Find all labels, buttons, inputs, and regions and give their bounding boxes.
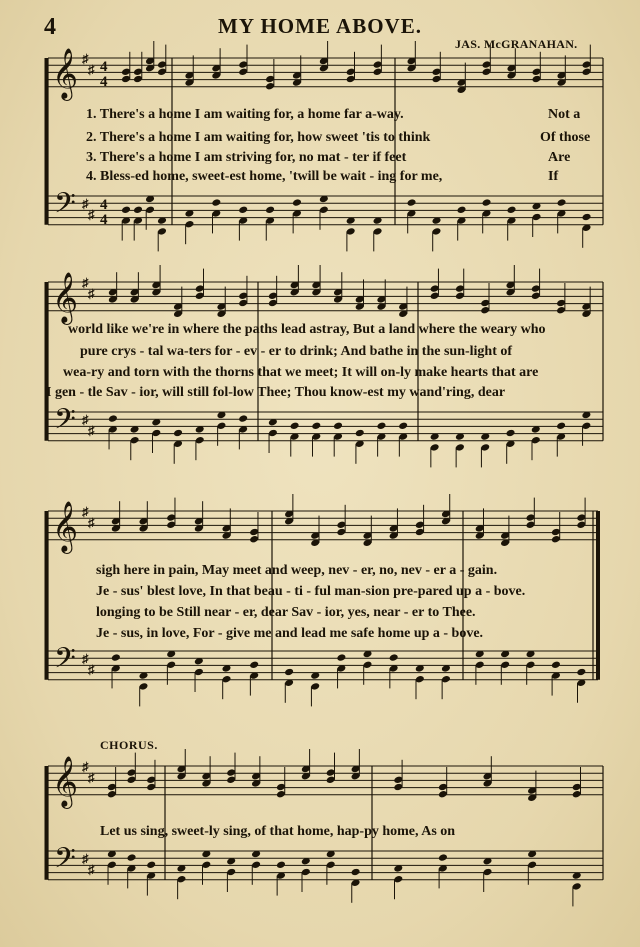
sharp-sign: ♯ <box>82 412 89 428</box>
treble-clef: 𝄞 <box>52 501 79 552</box>
sharp-sign: ♯ <box>82 196 89 212</box>
lyric-line: 3. There's a home I am striving for, no mat - ter if feet <box>86 150 407 165</box>
time-signature: 4 <box>100 74 108 90</box>
lyric-line: If <box>548 169 559 184</box>
note-head <box>311 422 321 431</box>
sharp-sign: ♯ <box>88 61 95 77</box>
note-head <box>457 206 467 215</box>
note-head <box>336 653 346 662</box>
note-head <box>355 429 365 438</box>
note-head <box>290 422 300 431</box>
lyric-line: Je - sus' blest love, In that beau - ti - ful man-sion pre-pared up a - bove. <box>96 584 526 599</box>
sharp-sign: ♯ <box>88 862 95 877</box>
lyric-line: Are <box>548 150 571 165</box>
chorus-label: CHORUS. <box>100 738 158 752</box>
note-head <box>506 429 516 438</box>
note-head <box>438 853 448 862</box>
note-head <box>121 206 131 215</box>
lyric-line: sigh here in pain, May meet and weep, nev - er, no, nev - er a - gain. <box>96 563 498 578</box>
lyric-line: 1. There's a home I am waiting for, a home far a-way. <box>86 107 404 122</box>
note-head <box>576 668 586 677</box>
lyric-line: pure crys - tal wa-ters for - ev - er to drink; And bathe in the sun-light of <box>80 344 513 359</box>
sharp-sign: ♯ <box>88 769 95 785</box>
note-head <box>292 198 302 207</box>
note-head <box>146 861 156 870</box>
lyric-line: wea-ry and torn with the thorns that we meet; It will on-ly make hearts that are <box>63 365 539 380</box>
bass-clef: 𝄢 <box>54 403 76 443</box>
note-head <box>389 653 399 662</box>
note-head <box>398 422 408 431</box>
bass-clef: 𝄢 <box>54 642 76 682</box>
note-head <box>482 198 492 207</box>
treble-clef: 𝄞 <box>52 756 79 807</box>
lyric-line: 2. There's a home I am waiting for, how sweet 'tis to think <box>86 130 431 145</box>
lyric-line: world like we're in where the paths lead astray, But a land where the weary who <box>68 322 546 337</box>
note-head <box>556 422 566 431</box>
lyric-line: 4. Bless-ed home, sweet-est home, 'twill be wait - ing for me, <box>86 169 443 184</box>
treble-clef: 𝄞 <box>52 48 79 99</box>
sharp-sign: ♯ <box>82 651 89 667</box>
composer-credit: JAS. McGRANAHAN. <box>455 37 578 51</box>
note-head <box>173 429 183 438</box>
treble-clef: 𝄞 <box>52 272 79 323</box>
time-signature: 4 <box>100 59 108 75</box>
note-head <box>407 198 417 207</box>
note-head <box>284 668 294 677</box>
note-head <box>211 198 221 207</box>
note-head <box>507 206 517 215</box>
note-head <box>238 206 248 215</box>
note-head <box>276 861 286 870</box>
hymn-title: MY HOME ABOVE. <box>218 14 422 38</box>
time-signature: 4 <box>100 212 108 228</box>
sharp-sign: ♯ <box>88 423 95 438</box>
note-head <box>127 853 137 862</box>
lyric-line: longing to be Still near - er, dear Sav - ior, yes, near - er to Thee. <box>96 605 476 620</box>
sharp-sign: ♯ <box>82 759 89 774</box>
sharp-sign: ♯ <box>82 275 89 290</box>
time-signature: 4 <box>100 197 108 213</box>
sharp-sign: ♯ <box>82 851 89 867</box>
sharp-sign: ♯ <box>88 514 95 530</box>
lyric-line: Not a <box>548 107 581 122</box>
sharp-sign: ♯ <box>88 662 95 677</box>
lyric-line: Let us sing, sweet-ly sing, of that home, hap-py home, As on <box>100 824 456 839</box>
lyric-line: Of those <box>540 130 591 145</box>
note-head <box>582 213 592 222</box>
page-number: 4 <box>44 14 56 40</box>
lyric-line: I gen - tle Sav - ior, will still fol-low Thee; Thou know-est my wand'ring, dear <box>46 385 506 400</box>
note-head <box>351 868 361 877</box>
note-head <box>333 422 343 431</box>
note-head <box>249 661 259 670</box>
sharp-sign: ♯ <box>88 285 95 301</box>
sharp-sign: ♯ <box>82 51 89 66</box>
lyric-line: Je - sus, in love, For - give me and lead me safe home up a - bove. <box>96 626 484 641</box>
note-head <box>111 653 121 662</box>
note-head <box>265 206 275 215</box>
note-head <box>238 414 248 423</box>
note-head <box>551 661 561 670</box>
note-head <box>376 422 386 431</box>
sharp-sign: ♯ <box>82 504 89 519</box>
bass-clef: 𝄢 <box>54 187 76 227</box>
sharp-sign: ♯ <box>88 207 95 222</box>
note-head <box>557 198 567 207</box>
note-head <box>133 206 143 215</box>
bass-clef: 𝄢 <box>54 842 76 882</box>
note-head <box>108 414 118 423</box>
